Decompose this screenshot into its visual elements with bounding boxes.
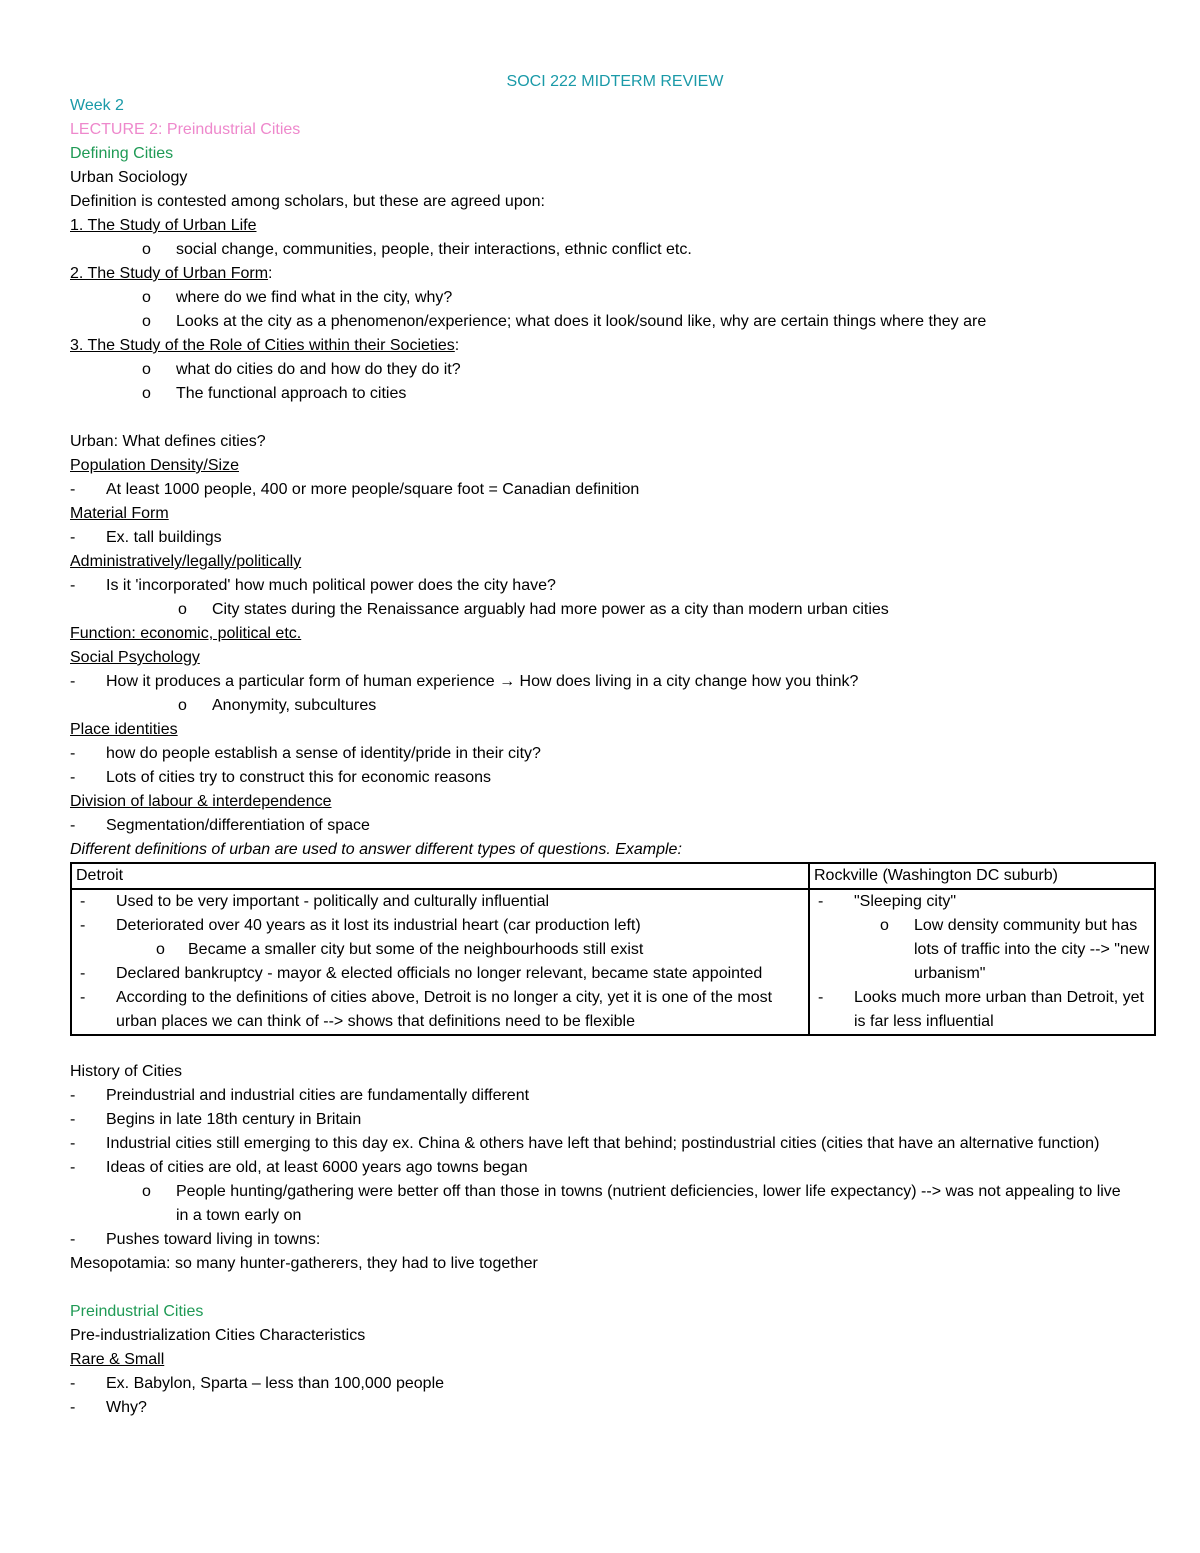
intro-text: Definition is contested among scholars, but these are agreed upon: [70,193,545,210]
dash-icon: - [70,769,76,786]
list-item: - "Sleeping city" [814,890,1150,914]
bullet-icon: o [142,289,151,306]
table-row [71,889,1155,1035]
list-item: - According to the definitions of cities above, Detroit is no longer a city, yet it is one of the most urban places we can think of --> shows that definitions need to be flexible [76,986,804,1034]
dash-icon: - [70,1375,76,1392]
list-item: - Begins in late 18th century in Britain [70,1108,1160,1132]
numbered-item-3: 3. The Study of the Role of Cities within their Societies: [70,337,460,354]
list-item: - Ex. Babylon, Sparta – less than 100,000 people [70,1372,1160,1396]
list-item: - Preindustrial and industrial cities are fundamentally different [70,1084,1160,1108]
spacer [70,1036,1160,1060]
section-heading-preindustrial: Preindustrial Cities [70,1303,204,1320]
list-item: - Lots of cities try to construct this for economic reasons [70,766,1160,790]
dash-icon: - [70,817,76,834]
list-item: - Industrial cities still emerging to this day ex. China & others have left that behind; postindustrial cities (cities that have an alternative function) [70,1132,1160,1156]
dash-icon: - [70,577,76,594]
list-item: o The functional approach to cities [70,382,1160,406]
table-header-row [71,863,1155,889]
list-item: - how do people establish a sense of identity/pride in their city? [70,742,1160,766]
list-item: o Anonymity, subcultures [70,694,1160,718]
mesopotamia-note: Mesopotamia: so many hunter-gatherers, they had to live together [70,1255,538,1272]
list-item: - Declared bankruptcy - mayor & elected officials no longer relevant, became state appointed [76,962,804,986]
heading-history: History of Cities [70,1063,183,1080]
list-item: - Ex. tall buildings [70,526,1160,550]
list-item: - Segmentation/differentiation of space [70,814,1160,838]
subheading-urban-sociology: Urban Sociology [70,169,188,186]
dash-icon: - [70,745,76,762]
list-item: o Looks at the city as a phenomenon/experience; what does it look/sound like, why are certain things where they are [70,310,1160,334]
bullet-icon: o [142,1183,151,1200]
week-heading: Week 2 [70,97,124,114]
bullet-icon: o [880,917,889,934]
bullet-icon: o [178,601,187,618]
list-item: - How it produces a particular form of human experience → How does living in a city change how you think? [70,670,1160,694]
dash-icon: - [70,1135,76,1152]
dash-icon: - [80,965,86,982]
bullet-icon: o [156,941,165,958]
heading-material-form: Material Form [70,505,169,522]
table-cell-rockville [809,889,1155,1035]
list-item: - Used to be very important - politically and culturally influential [76,890,804,914]
list-item: o Low density community but has lots of traffic into the city --> "new urbanism" [814,914,1150,986]
list-item: - Why? [70,1396,1160,1420]
dash-icon: - [70,1231,76,1248]
bullet-icon: o [178,697,187,714]
document-title: SOCI 222 MIDTERM REVIEW [506,73,724,90]
table-cell-detroit [71,889,809,1035]
heading-social-psychology: Social Psychology [70,649,200,666]
bullet-icon: o [142,361,151,378]
list-item: - Deteriorated over 40 years as it lost its industrial heart (car production left) [76,914,804,938]
dash-icon: - [80,893,86,910]
list-item: o what do cities do and how do they do it? [70,358,1160,382]
list-item: o People hunting/gathering were better off than those in towns (nutrient deficiencies, lower life expectancy) --> was not appealing to live in a town early on [70,1180,1160,1228]
table-header-detroit: Detroit [71,863,809,889]
bullet-icon: o [142,385,151,402]
dash-icon: - [80,917,86,934]
dash-icon: - [70,1159,76,1176]
dash-icon: - [70,1111,76,1128]
bullet-icon: o [142,313,151,330]
list-item: - Is it 'incorporated' how much political power does the city have? [70,574,1160,598]
list-item: - Looks much more urban than Detroit, yet is far less influential [814,986,1150,1034]
numbered-item-1: 1. The Study of Urban Life [70,217,257,234]
heading-population: Population Density/Size [70,457,239,474]
list-item: - Pushes toward living in towns: [70,1228,1160,1252]
bullet-icon: o [142,241,151,258]
list-item: o where do we find what in the city, why? [70,286,1160,310]
lecture-heading: LECTURE 2: Preindustrial Cities [70,121,301,138]
list-item: o Became a smaller city but some of the neighbourhoods still exist [76,938,804,962]
dash-icon: - [70,1399,76,1416]
list-item: - Ideas of cities are old, at least 6000 years ago towns began [70,1156,1160,1180]
dash-icon: - [70,673,76,690]
dash-icon: - [70,529,76,546]
section-heading-defining-cities: Defining Cities [70,145,174,162]
spacer [70,1276,1160,1300]
heading-place-identities: Place identities [70,721,178,738]
dash-icon: - [818,893,824,910]
document-body [70,70,1160,1420]
list-item: o social change, communities, people, their interactions, ethnic conflict etc. [70,238,1160,262]
urban-question: Urban: What defines cities? [70,433,266,450]
numbered-item-2: 2. The Study of Urban Form: [70,265,273,282]
list-item: - At least 1000 people, 400 or more people/square foot = Canadian definition [70,478,1160,502]
comparison-table [70,862,1156,1036]
dash-icon: - [70,1087,76,1104]
table-header-rockville: Rockville (Washington DC suburb) [809,863,1155,889]
definitions-note: Different definitions of urban are used to answer different types of questions. Example: [70,841,682,858]
heading-rare-small: Rare & Small [70,1351,165,1368]
dash-icon: - [70,481,76,498]
subheading-characteristics: Pre-industrialization Cities Characteristics [70,1327,366,1344]
dash-icon: - [80,989,86,1006]
list-item: o City states during the Renaissance arguably had more power as a city than modern urban cities [70,598,1160,622]
spacer [70,406,1160,430]
heading-administrative: Administratively/legally/politically [70,553,302,570]
heading-division-of-labour: Division of labour & interdependence [70,793,332,810]
heading-function: Function: economic, political etc. [70,625,302,642]
dash-icon: - [818,989,824,1006]
